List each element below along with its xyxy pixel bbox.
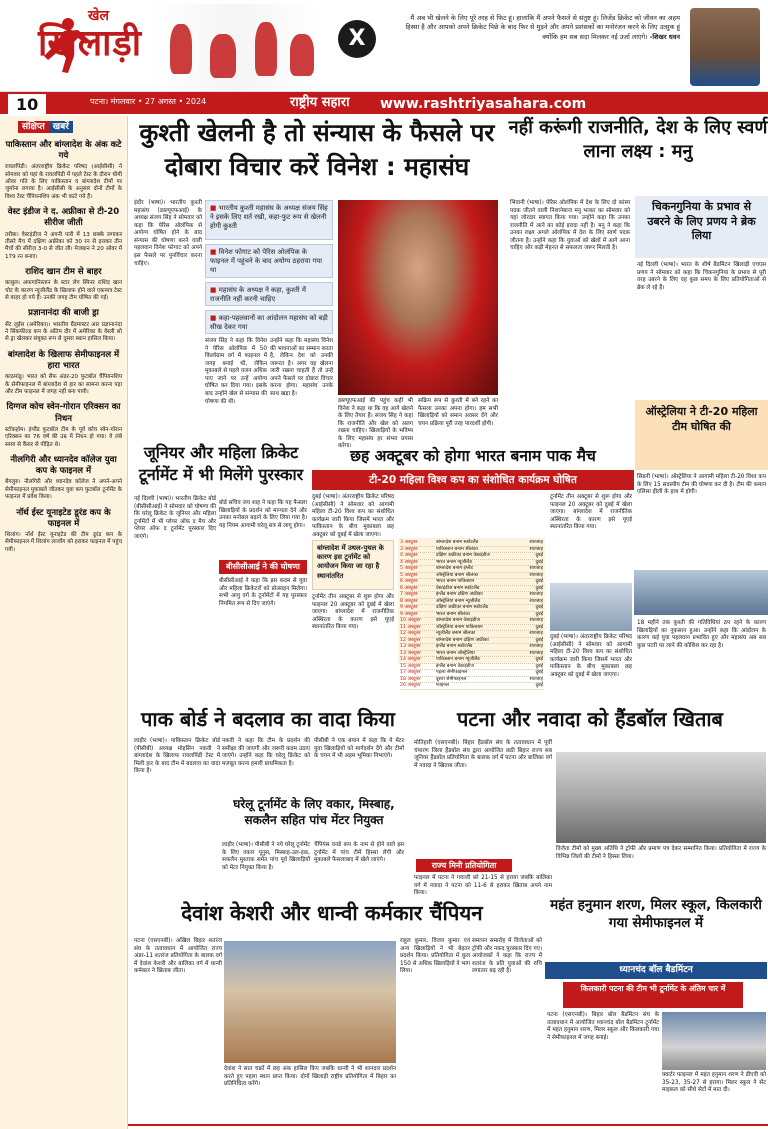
patna-column-3: विजेता टीमों को मुख्य अतिथि ने ट्रॉफी और प्रमाण पत्र देकर सम्मानित किया। प्रतियोगिता में राज्य के विभिन्न जिलों की टीमों ने हिस्सा लिया। [556, 846, 766, 860]
schedule-cell-m: भारत बनाम पाकिस्तान [436, 579, 475, 584]
schedule-cell-d: 12 अक्टूबर [400, 637, 421, 643]
schedule-cell-m: इंग्लैंड बनाम स्कॉटलैंड [436, 644, 473, 649]
schedule-cell-d: 15 अक्टूबर [400, 663, 421, 669]
patna-headline: पटना और नवादा को हैंडबॉल खिताब [457, 707, 723, 731]
lead-highlight-4: ■ कहा-पहलवानों का आंदोलन महासंघ को बड़ी सीख देकर गया [205, 310, 333, 334]
junior-column-1: नई दिल्ली (भाषा)। भारतीय क्रिकेट बोर्ड (बीसीसीआई) ने सोमवार को घोषणा की कि घरेलू क्रिकेट के जूनियर और महिला टूर्नामेंटों में भी प्लेयर ऑफ द मैच और प्लेयर ऑफ द टूर्नामेंट पुरस्कार दिए जाएंगे। [134, 496, 216, 540]
lead-column-3: उन्होंने कहा कि महासंघ विनेश की भावनाओं का सम्मान करता है, लेकिन देश को उनकी जरूरत है। अगर वह खेलना जारी रखना चाहती हैं तो उन्हें अपने फैसले पर दोबारा विचार करना होगा। महासंघ उनके साथ खड़ा है। [270, 338, 333, 398]
schedule-cell-v: दुबई [535, 683, 543, 688]
bcci-announcement-box: बीसीसीआई ने की घोषणा [219, 560, 307, 574]
t20-headline: छह अक्टूबर को होगा भारत बनाम पाक मैच [350, 447, 596, 465]
schedule-cell-m: इंग्लैंड बनाम वेस्टइंडीज [436, 663, 474, 669]
schedule-cell-m: भारत बनाम श्रीलंका [436, 611, 470, 617]
schedule-cell-v: शारजाह [529, 650, 543, 656]
website-link[interactable]: www.rashtriyasahara.com [380, 96, 587, 112]
schedule-cell-v: दुबई [535, 559, 543, 565]
x-logo-icon: X [338, 20, 376, 58]
schedule-cell-m: दक्षिण अफ्रीका बनाम स्कॉटलैंड [436, 605, 489, 610]
highlight-text: विनेश फोगाट को पेरिस ओलंपिक के फाइनल में पहुंचने के बाद अयोग्य ठहराया गया था [210, 248, 323, 275]
brief-item [0, 508, 127, 555]
mahant-column-3: क्वार्टर फाइनल में महंत हनुमान शरण ने डीएवी को 35-23, 35-27 से हराया। मिलर स्कूल ने सेंट माइकल को सीधे सेटों में मात दी। [662, 1072, 766, 1094]
schedule-cell-d: 8 अक्टूबर [400, 598, 418, 604]
tag-brief: संक्षिप्त [18, 121, 49, 133]
pak-column-1: लाहौर (भाषा)। पाकिस्तान क्रिकेट बोर्ड (पीसीबी) अध्यक्ष मोहसिन नकवी ने बांग्लादेश के खिलाफ रावलपिंडी टेस्ट में मिली हार के बाद टीम में बदलाव का वादा किया है। [134, 738, 220, 775]
t20-schedule-table [398, 538, 545, 688]
chess-winners-photo [224, 941, 396, 1063]
page-number: 10 [8, 94, 46, 115]
brief-item [0, 350, 127, 397]
issue-date: पटना। मंगलवार • 27 अगस्त • 2024 [90, 97, 207, 106]
brief-headline: राशिद खान टीम से बाहर [25, 267, 102, 278]
schedule-cell-m: ऑस्ट्रेलिया बनाम पाकिस्तान [436, 624, 483, 630]
schedule-cell-v: शारजाह [529, 618, 543, 623]
lead-column-2: संजय सिंह ने कहा कि विनेश ने पेरिस ओलंपिक में 50 किलोग्राम वर्ग में फाइनल में जगह बनाई थी, लेकिन मुकाबले से पहले वजन अधिक पाए जाने पर उन्हें अयोग्य घोषित कर दिया गया। इसके बाद उन्होंने खेल से संन्यास की घोषणा की थी। [205, 338, 267, 405]
schedule-cell-m: ऑस्ट्रेलिया बनाम श्रीलंका [436, 572, 479, 578]
pak-column-4: पीसीबी ने एक बयान में कहा कि ये मेंटर युवा खिलाड़ियों को मार्गदर्शन देंगे और टीमों के चयन में भी अहम भूमिका निभाएंगे। [314, 738, 404, 760]
schedule-cell-d: 9 अक्टूबर [400, 605, 418, 610]
patna-column-1: मोतिहारी (एसएनबी)। बिहार हैंडबॉल संघ के तत्वावधान में पूर्वी चंपारण जिला हैंडबॉल संघ द्वारा आयोजित छठी बिहार राज्य सब जूनियर हैंडबॉल प्रतियोगिता के बालक वर्ग में पटना और बालिका वर्ग में नवादा ने खिताब जीता। [414, 740, 552, 769]
schedule-cell-d: 6 अक्टूबर [400, 585, 418, 591]
schedule-cell-v: दुबई [535, 579, 543, 584]
australia-headline-box: ऑस्ट्रेलिया ने टी-20 महिला टीम घोषित की [635, 400, 768, 470]
schedule-cell-v: दुबई [535, 670, 543, 675]
brief-text: स्टॉकहोम। इंग्लैंड फुटबॉल टीम के पूर्व कोच स्वेन-गोरान एरिक्सन का 76 वर्ष की उम्र में निधन हो गया। वे लंबे समय से कैंसर से पीड़ित थे। [5, 426, 122, 448]
highlight-text: महासंघ के अध्यक्ष ने कहा, कुश्ती में राजनीति नहीं करनी चाहिए [210, 286, 306, 304]
schedule-cell-d: 4 अक्टूबर [400, 559, 418, 565]
schedule-cell-v: शारजाह [529, 566, 543, 571]
schedule-cell-m: बांग्लादेश बनाम दक्षिण अफ्रीका [436, 637, 489, 643]
schedule-cell-m: इंग्लैंड बनाम दक्षिण अफ्रीका [436, 592, 483, 597]
schedule-row [400, 683, 543, 690]
prannoy-headline-box: चिकनगुनिया के प्रभाव से उबरने के लिए प्रणय ने ब्रेक लिया [635, 196, 768, 258]
devansh-headline: देवांश केशरी और धान्वी कर्मकार चैंपियन [181, 901, 483, 925]
schedule-cell-d: 13 अक्टूबर [400, 650, 421, 656]
pak-subheadline: घरेलू टूर्नामेंट के लिए वकार, मिस्बाह, सकलैन सहित पांच मेंटर नियुक्त [233, 797, 395, 828]
pak-column-2: नकवी ने कहा कि टीम के प्रदर्शन की समीक्षा की जाएगी और जरूरी कदम उठाए जाएंगे। उन्होंने कहा कि घरेलू क्रिकेट को मजबूत करना हमारी प्राथमिकता है। [222, 738, 310, 767]
schedule-cell-m: वेस्टइंडीज बनाम स्कॉटलैंड [436, 585, 480, 591]
schedule-cell-m: बांग्लादेश बनाम वेस्टइंडीज [436, 618, 480, 623]
mahant-subheadline: किलकारी पटना की टीम भी टूर्नामेंट के अंतिम चार में [563, 982, 743, 1008]
schedule-cell-d: 7 अक्टूबर [400, 592, 418, 597]
brief-text: काठमांडू। भारत को सैफ अंडर-20 फुटबॉल चैंपियनशिप के सेमीफाइनल में बांग्लादेश से हार का सामना करना पड़ा और टीम फाइनल में जगह नहीं बना पायी। [5, 374, 122, 395]
t20-column-1: दुबई (भाषा)। अंतरराष्ट्रीय क्रिकेट परिषद (आईसीसी) ने सोमवार को आगामी महिला टी-20 विश्व कप का संशोधित कार्यक्रम जारी किया जिसमें भारत और पाकिस्तान के बीच मुकाबला छह अक्टूबर को दुबई में खेला जाएगा। [312, 494, 394, 538]
schedule-cell-m: दूसरा सेमीफाइनल [436, 676, 467, 682]
logo-title: खिलाड़ी [38, 23, 143, 64]
lead-column-1: इंदौर (भाषा)। भारतीय कुश्ती महासंघ (डब्ल्यूएफआई) के अध्यक्ष संजय सिंह ने सोमवार को कहा कि पेरिस ओलंपिक से अयोग्य घोषित होने के बाद संन्यास की घोषणा करने वाली पहलवान विनेश फोगाट को अपने इस फैसले पर पुनर्विचार करना चाहिए। [134, 200, 202, 267]
schedule-cell-d: 14 अक्टूबर [400, 657, 421, 662]
brief-text: काबुल। अफगानिस्तान के स्टार लेग स्पिनर राशिद खान चोट के कारण न्यूजीलैंड के खिलाफ होने वाले एकमात्र टेस्ट से बाहर हो गये हैं। उनकी जगह टीम घोषित की गई। [5, 280, 122, 302]
athlete-silhouette [290, 34, 314, 76]
brief-item [0, 402, 127, 449]
schedule-cell-v: शारजाह [529, 540, 543, 545]
schedule-cell-v: शारजाह [529, 598, 543, 604]
page-bar [0, 92, 768, 114]
ball-badminton-label: ध्यानचंद बॉल बैडमिंटन [545, 962, 767, 979]
manu-headline: नहीं करूंगी राजनीति, देश के लिए स्वर्ण लाना लक्ष्य : मनु [508, 117, 768, 163]
schedule-cell-d: 5 अक्टूबर [400, 566, 418, 571]
mahant-column-2: पटना (एसएनबी)। बिहार बॉल बैडमिंटन संघ के तत्वावधान में आयोजित ध्यानचंद बॉल बैडमिंटन टूर्नामेंट में महंत हनुमान शरण, मिलर स्कूल और किलकारी गया ने सेमीफाइनल में जगह बनाई। [547, 1012, 659, 1041]
schedule-cell-d: 9 अक्टूबर [400, 611, 418, 617]
quote-body: मैं अब भी खेलने के लिए पूरे तरह से फिट हूं। हालांकि मैं अपने फैसले से संतुष्ट हूं। लिजेंड क्रिकेट को जीवन का अहम हिस्सा है और आपको अपने क्रिकेट पिछे के बाद फिर से मुड़ने और अपने प्रशंसकों का मनोरंजन करने के लिए उत्सुक हूं क्योंकि हम सब सदा मिलकर नई उर्जा लाएंगे। [405, 14, 680, 41]
page-bottom-rule [128, 1124, 768, 1126]
schedule-cell-m: बांग्लादेश बनाम स्कॉटलैंड [436, 540, 479, 545]
lead-highlight-2: ■ विनेश फोगाट को पेरिस ओलंपिक के फाइनल में पहुंचने के बाद अयोग्य ठहराया गया था [205, 244, 333, 278]
schedule-cell-m: पाकिस्तान बनाम श्रीलंका [436, 546, 478, 552]
schedule-cell-v: दुबई [535, 553, 543, 558]
schedule-cell-m: पाकिस्तान बनाम न्यूजीलैंड [436, 657, 480, 662]
schedule-cell-v: दुबई [535, 585, 543, 591]
schedule-cell-m: न्यूजीलैंड बनाम श्रीलंका [436, 631, 476, 636]
schedule-cell-d: 13 अक्टूबर [400, 644, 421, 649]
schedule-cell-d: 12 अक्टूबर [400, 631, 421, 636]
lead-headline: कुश्ती खेलनी है तो संन्यास के फैसले पर दोबारा विचार करें विनेश : महासंघ [139, 118, 495, 182]
schedule-cell-v: दुबई [535, 657, 543, 662]
t20-column-4: दुबई (भाषा)। अंतरराष्ट्रीय क्रिकेट परिषद (आईसीसी) ने सोमवार को आगामी महिला टी-20 विश्व कप का संशोधित कार्यक्रम जारी किया जिसमें भारत और पाकिस्तान के बीच मुकाबला छह अक्टूबर को दुबई में खेला जाएगा। [550, 634, 632, 678]
schedule-cell-m: पहला सेमीफाइनल [436, 670, 468, 675]
brief-item [0, 207, 127, 261]
schedule-cell-v: शारजाह [529, 631, 543, 636]
t20-column-2: टूर्नामेंट तीन अक्टूबर से शुरू होगा और फाइनल 20 अक्टूबर को दुबई में खेला जाएगा। बांग्लादेश में राजनीतिक अस्थिरता के कारण इसे यूएई स्थानांतरित किया गया। [312, 594, 394, 631]
tag-news: खबरें [49, 121, 73, 133]
athlete-silhouette [210, 34, 236, 78]
schedule-cell-v: शारजाह [529, 676, 543, 682]
logo-small-text: खेल [88, 8, 109, 24]
brief-item [0, 455, 127, 502]
lead-column-6: सक्रिय रूप से कुश्ती में बने रहने का फैसला उनका अपना होगा। हम सभी खिलाड़ियों को समान अवसर देंगे और चयन प्रक्रिया पूरी तरह पारदर्शी होगी। [418, 398, 498, 427]
quote-text [400, 14, 680, 42]
pak-headline: पाक बोर्ड ने बदलाव का वादा किया [141, 707, 395, 731]
player-portrait [690, 8, 760, 86]
schedule-cell-v: शारजाह [529, 644, 543, 649]
schedule-cell-d: 6 अक्टूबर [400, 579, 418, 584]
schedule-cell-d: 4 अक्टूबर [400, 553, 418, 558]
t20-highlight: बांग्लादेश में उथल-पुथल के कारण इस टूर्नामेंट को आयोजन किया जा रहा है स्थानांतरित [312, 540, 394, 590]
junior-headline: जूनियर और महिला क्रिकेट टूर्नामेंट में भी मिलेंगे पुरस्कार [138, 443, 304, 484]
schedule-cell-d: 3 अक्टूबर [400, 540, 418, 545]
schedule-cell-d: 18 अक्टूबर [400, 676, 421, 682]
brief-headline: नॉर्थ ईस्ट यूनाइटेड डूरंड कप के फाइनल में [16, 507, 111, 529]
schedule-cell-m: बांग्लादेश बनाम इंग्लैंड [436, 566, 473, 571]
athlete-silhouette [255, 22, 277, 76]
schedule-cell-v: शारजाह [529, 572, 543, 578]
australia-text: सिडनी (भाषा)। ऑस्ट्रेलिया ने आगामी महिला टी-20 विश्व कप के लिए 15 सदस्यीय टीम की घोषणा कर दी है। टीम की कमान एलिसा हीली के हाथ में होगी। [637, 474, 766, 496]
t20-column-3: टूर्नामेंट तीन अक्टूबर से शुरू होगा और फाइनल 20 अक्टूबर को दुबई में खेला जाएगा। बांग्लादेश में राजनीतिक अस्थिरता के कारण इसे यूएई स्थानांतरित किया गया। [550, 494, 632, 531]
schedule-cell-d: 5 अक्टूबर [400, 572, 418, 578]
schedule-cell-d: 20 अक्टूबर [400, 683, 421, 688]
brief-headline: नीलगिरी और ध्यानदेव कॉलेज युवा कप के फाइनल में [10, 454, 117, 477]
brief-headline: पाकिस्तान और बांग्लादेश के अंक कटे गये [5, 139, 122, 162]
schedule-cell-d: 3 अक्टूबर [400, 546, 418, 552]
highlight-text: भारतीय कुश्ती महासंघ के अध्यक्ष संजय सिंह ने इसके लिए शर्त रखी, कहा-फुट रूप से खेलनी होगी कुश्ती [210, 204, 328, 231]
logo [30, 4, 165, 82]
badminton-team-photo [662, 1012, 766, 1070]
pak-column-3: लाहौर (भाषा)। पीसीबी ने नये घरेलू टूर्नामेंट के लिए वकार यूनुस, मिस्बाह-उल-हक, सकलैन मुश्ताक समेत पांच पूर्व खिलाड़ियों को मेंटर नियुक्त किया है। [222, 842, 310, 871]
brief-headline: बांग्लादेश के खिलाफ सेमीफाइनल में हारा भारत [7, 349, 120, 372]
brief-text: बेंगलुरु। नीलगिरी और ध्यानदेव कॉलेज ने अपने-अपने सेमीफाइनल मुकाबले जीतकर युवा कप फुटबॉल टूर्नामेंट के फाइनल में प्रवेश किया। [5, 479, 122, 501]
junior-column-2: बोर्ड सचिव जय शाह ने कहा कि यह फैसला खिलाड़ियों के प्रदर्शन को मान्यता देने और उनका मनोबल बढ़ाने के लिए लिया गया है। यह नियम आगामी घरेलू सत्र से लागू होगा। [219, 500, 307, 529]
schedule-cell-m: फाइनल [436, 683, 449, 688]
t20-subheadline: टी-20 महिला विश्व कप का संशोधित कार्यक्रम घोषित [312, 470, 634, 490]
wrestler-photo [338, 200, 498, 395]
brief-text: सेंट लुईस (अमेरिका)। भारतीय ग्रैंडमास्टर आर प्रज्ञानानंदा ने सिंकफील्ड कप के अंतिम दौर में अमेरिका के वेस्ली सो से ड्रा खेलकर संयुक्त रूप से दूसरा स्थान हासिल किया। [5, 321, 122, 343]
brief-headline: वेस्ट इंडीज ने द. अफ्रीका से टी-20 सीरीज जीती [7, 207, 120, 229]
manu-text-1: भिवानी (भाषा)। पेरिस ओलंपिक में देश के लिए दो कांस्य पदक जीतने वाली निशानेबाज मनु भाकर का सोमवार को यहां जोरदार स्वागत किया गया। उन्होंने कहा कि उनका राजनीति में आने का कोई इरादा नहीं है। [510, 200, 630, 229]
sports-banner [150, 4, 320, 90]
brief-headline: दिग्गज कोच स्वेन-गोरान एरिक्सन का निधन [6, 402, 121, 424]
patna-column-2: फाइनल में पटना ने गयाजी को 21-15 से हराया जबकि बालिका वर्ग में नवादा ने पटना को 11-6 से हराकर खिताब अपने नाम किया। [414, 875, 552, 897]
athlete-silhouette [170, 24, 192, 74]
australia-text-2: 18 महीने तक कुश्ती की गतिविधियां ठप रहने के कारण खिलाड़ियों का नुकसान हुआ। उन्होंने कहा कि आंदोलन के कारण कई युवा पहलवान प्रभावित हुए और महासंघ अब सब कुछ पटरी पर लाने की कोशिश कर रहा है। [637, 620, 766, 649]
australia-team-photo [634, 570, 768, 615]
highlight-text: कहा-पहलवानों का आंदोलन महासंघ को बड़ी सीख देकर गया [210, 314, 328, 332]
quote-author: -शिखर धवन [649, 32, 680, 41]
junior-column-3: बीसीसीआई ने कहा कि इस कदम से युवा और महिला क्रिकेटरों को प्रोत्साहन मिलेगा। सभी आयु वर्ग के टूर्नामेंटों में यह पुरस्कार नियमित रूप से दिए जाएंगे। [219, 578, 307, 607]
schedule-cell-v: दुबई [535, 637, 543, 643]
schedule-cell-v: दुबई [535, 624, 543, 630]
manu-text-2: मनु ने कहा कि उनका लक्ष्य अगले ओलंपिक में देश के लिए स्वर्ण पदक जीतना है। उन्होंने कहा कि युवाओं को खेलों में आगे आना चाहिए और कड़ी मेहनत से सफलता जरूर मिलती है। [510, 222, 630, 252]
schedule-cell-m: भारत बनाम न्यूजीलैंड [436, 559, 472, 565]
devansh-column-4: समापन समारोह में विजेताओं को ट्रॉफी और नकद पुरस्कार दिए गए। आयोजकों ने कहा कि राज्य में शतरंज के प्रति युवाओं की रुचि लगातार बढ़ रही है। [472, 938, 543, 975]
mahant-headline: महंत हनुमान शरण, मिलर स्कूल, किलकारी गया सेमीफाइनल में [550, 897, 762, 932]
brief-text: शिलांग। नॉर्थ ईस्ट यूनाइटेड की टीम डूरंड कप के सेमीफाइनल में शिलांग लाजोंग को हराकर फाइनल में पहुंच गयी। [5, 531, 122, 553]
brief-news-sidebar [0, 116, 128, 1129]
devansh-column-2: देवांश ने सात चक्रों में छह अंक हासिल किए जबकि धान्वी ने भी शानदार प्रदर्शन करते हुए पहला स्थान प्राप्त किया। दोनों खिलाड़ी राष्ट्रीय प्रतियोगिता में बिहार का प्रतिनिधित्व करेंगे। [224, 1066, 396, 1088]
schedule-cell-v: दुबई [535, 605, 543, 610]
handball-team-photo [556, 752, 766, 843]
sidebar-tags [18, 122, 123, 134]
schedule-cell-d: 11 अक्टूबर [400, 624, 421, 630]
brief-headline: प्रज्ञानानंदा की बाजी ड्रा [28, 308, 99, 319]
schedule-cell-d: 17 अक्टूबर [400, 670, 421, 675]
schedule-cell-m: भारत बनाम ऑस्ट्रेलिया [436, 650, 475, 656]
brief-text: रावलपिंडी। अंतरराष्ट्रीय क्रिकेट परिषद (आईसीसी) ने सोमवार को यहां के रावलपिंडी में पहले टेस्ट के दौरान धीमी ओवर गति के लिए पाकिस्तान व बांग्लादेश टीमों पर जुर्माना लगाया है। आईसीसी के अनुसार दोनों टीमों के विश्व टेस्ट चैंपियनशिप अंक भी काटे गये हैं। [5, 164, 122, 200]
schedule-cell-v: दुबई [535, 663, 543, 669]
schedule-cell-v: शारजाह [529, 592, 543, 597]
devansh-column-1: पटना (एसएनबी)। अखिल बिहार शतरंज संघ के तत्वावधान में आयोजित राज्य अंडर-11 शतरंज प्रतियोगिता के बालक वर्ग में देवांश केशरी और बालिका वर्ग में धान्वी कर्मकार ने खिताब जीता। [134, 938, 222, 975]
lead-highlight-1: ■ भारतीय कुश्ती महासंघ के अध्यक्ष संजय सिंह ने इसके लिए शर्त रखी, कहा-फुट रूप से खेलनी होगी कुश्ती [205, 200, 333, 240]
lead-column-4: डब्ल्यूएफआई की पहुंच कहीं भी विनेश ने कहा था कि वह आगे खेलने के लिए तैयार हैं। संजय सिंह ने कहा कि राजनीति और खेल को अलग रखना चाहिए। खिलाड़ियों के भविष्य के लिए महासंघ हर संभव प्रयास करेगा। [338, 398, 413, 450]
devansh-column-3: राहुल कुमार, विजय कुमार एवं अन्य खिलाड़ियों ने भी बेहतर प्रदर्शन किया। प्रतियोगिता में कुल 150 से अधिक खिलाड़ियों ने भाग लिया। [400, 938, 470, 975]
cricket-photo [550, 583, 632, 631]
brief-item [0, 308, 127, 343]
schedule-cell-v: शारजाह [529, 546, 543, 552]
masthead [0, 0, 768, 92]
prannoy-text: नई दिल्ली (भाषा)। भारत के शीर्ष बैडमिंटन खिलाड़ी एचएस प्रणय ने सोमवार को कहा कि चिकनगुनिया के प्रभाव से पूरी तरह उबरने के लिए वह कुछ समय के लिए प्रतियोगिताओं से ब्रेक ले रहे हैं। [637, 262, 766, 291]
brief-text: तरौबा। वेस्टइंडीज ने अपनी पारी में 13 छक्के लगाकर तीसरे मैच में दक्षिण अफ्रीका को 30 रन से हराकर तीन मैचों की सीरीज़ 3-0 से जीत ली। मेजबान ने 20 ओवर में 179 रन बनाए। [5, 231, 122, 260]
brief-item [0, 140, 127, 201]
schedule-cell-d: 10 अक्टूबर [400, 618, 421, 623]
schedule-cell-m: ऑस्ट्रेलिया बनाम न्यूजीलैंड [436, 598, 481, 604]
pak-column-5: चैंपियंस वनडे कप के नाम से होने वाले इस टूर्नामेंट में पांच टीमें हिस्सा लेंगी और मुकाबले फैसलाबाद में खेले जाएंगे। [314, 842, 404, 864]
brief-item [0, 267, 127, 302]
paper-name: राष्ट्रीय सहारा [290, 95, 350, 110]
schedule-cell-v: दुबई [535, 611, 543, 617]
patna-subheadline: राज्य मिनी प्रतियोगिता [416, 859, 512, 872]
lead-highlight-3: ■ महासंघ के अध्यक्ष ने कहा, कुश्ती में राजनीति नहीं करनी चाहिए [205, 282, 333, 306]
schedule-cell-m: दक्षिण अफ्रीका बनाम वेस्टइंडीज [436, 553, 490, 558]
